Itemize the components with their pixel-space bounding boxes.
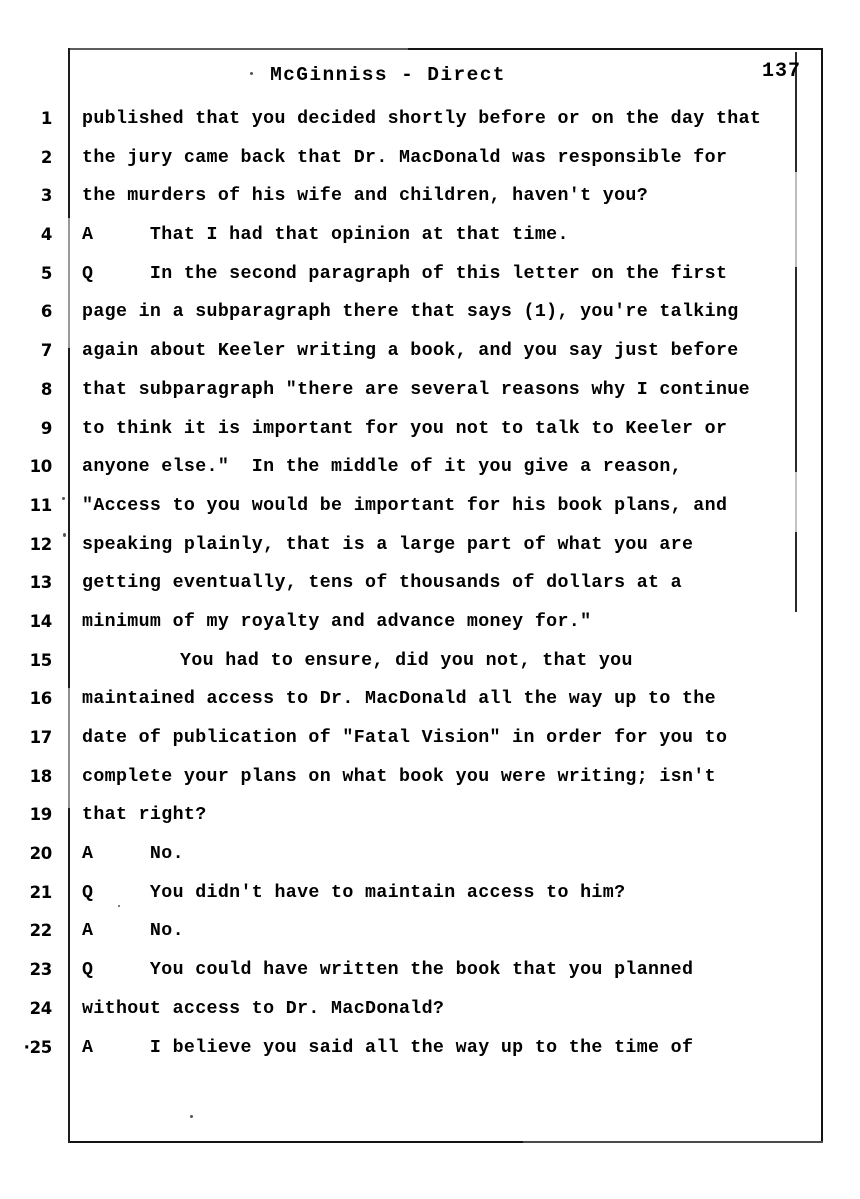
line-number: 3 (40, 186, 52, 206)
line-text: again about Keeler writing a book, and you say just before (82, 341, 739, 362)
scan-speck (118, 905, 120, 907)
transcript-line (0, 532, 860, 571)
line-text: speaking plainly, that is a large part of what you are (82, 534, 694, 555)
transcript-body (0, 106, 860, 1073)
transcript-line (0, 802, 860, 841)
line-text: minimum of my royalty and advance money for." (82, 611, 592, 632)
line-number: 14 (29, 611, 52, 631)
line-number: 22 (29, 921, 52, 941)
transcript-line (0, 841, 860, 880)
transcript-line (0, 764, 860, 803)
line-number: 8 (40, 379, 52, 399)
line-number: 21 (29, 882, 52, 902)
transcript-line (0, 1035, 860, 1074)
transcript-line (0, 609, 860, 648)
transcript-line (0, 416, 860, 455)
line-number: 15 (29, 650, 52, 670)
line-text: "Access to you would be important for his book plans, and (82, 495, 728, 516)
line-text: A No. (82, 921, 184, 942)
line-number: 20 (29, 844, 52, 864)
transcript-line (0, 957, 860, 996)
transcript-line (0, 648, 860, 687)
line-number: 12 (29, 534, 52, 554)
transcript-line (0, 493, 860, 532)
line-number: 2 (40, 147, 52, 167)
line-text: to think it is important for you not to talk to Keeler or (82, 418, 728, 439)
transcript-line (0, 145, 860, 184)
line-number: 24 (29, 998, 52, 1018)
transcript-line (0, 222, 860, 261)
line-text: Q In the second paragraph of this letter on the first (82, 263, 728, 284)
scan-speck (190, 1115, 193, 1118)
scan-speck (62, 497, 65, 500)
transcript-line (0, 106, 860, 145)
line-number: 16 (29, 689, 52, 709)
line-text: complete your plans on what book you were writing; isn't (82, 766, 716, 787)
line-number: 4 (40, 225, 52, 245)
line-text: without access to Dr. MacDonald? (82, 998, 445, 1019)
transcript-line (0, 338, 860, 377)
transcript-line (0, 377, 860, 416)
transcript-line (0, 880, 860, 919)
line-text: the jury came back that Dr. MacDonald was responsible for (82, 147, 728, 168)
line-text: date of publication of "Fatal Vision" in order for you to (82, 728, 728, 748)
line-number: 18 (29, 766, 52, 786)
line-number: 17 (29, 728, 52, 747)
scan-speck (63, 533, 66, 537)
line-text: that subparagraph "there are several reasons why I continue (82, 379, 750, 400)
line-number: 5 (40, 263, 52, 283)
page-title: McGinniss - Direct (270, 64, 506, 86)
line-text: getting eventually, tens of thousands of dollars at a (82, 573, 682, 594)
line-number: ·25 (23, 1037, 52, 1057)
line-number: 9 (40, 418, 52, 438)
line-number: 6 (40, 302, 52, 322)
line-number: 19 (29, 805, 52, 825)
line-text: Q You could have written the book that you planned (82, 960, 694, 981)
line-number: 1 (40, 109, 52, 128)
line-number: 10 (29, 457, 52, 477)
line-number: 23 (29, 960, 52, 980)
line-text: A That I had that opinion at that time. (82, 225, 569, 246)
line-text: maintained access to Dr. MacDonald all the way up to the (82, 689, 716, 710)
page-header (68, 60, 823, 98)
line-text: anyone else." In the middle of it you give a reason, (82, 457, 682, 478)
line-text: A I believe you said all the way up to the time of (82, 1037, 694, 1058)
line-text: published that you decided shortly before or on the day that (82, 109, 762, 129)
transcript-line (0, 299, 860, 338)
transcript-line (0, 918, 860, 957)
line-text: that right? (82, 805, 207, 826)
line-text: Q You didn't have to maintain access to him? (82, 882, 626, 903)
transcript-line (0, 686, 860, 725)
scan-speck (250, 72, 253, 75)
line-number: 11 (29, 495, 52, 515)
transcript-line (0, 183, 860, 222)
transcript-line (0, 996, 860, 1035)
page-number: 137 (761, 60, 801, 83)
transcript-line (0, 570, 860, 609)
line-text: the murders of his wife and children, haven't you? (82, 186, 649, 207)
transcript-line (0, 261, 860, 300)
line-text: A No. (82, 844, 184, 865)
line-text: You had to ensure, did you not, that you (180, 650, 633, 671)
line-number: 13 (29, 573, 52, 593)
transcript-line (0, 725, 860, 764)
line-number: 7 (40, 341, 52, 361)
transcript-line (0, 454, 860, 493)
line-text: page in a subparagraph there that says (1), you're talking (82, 302, 739, 323)
